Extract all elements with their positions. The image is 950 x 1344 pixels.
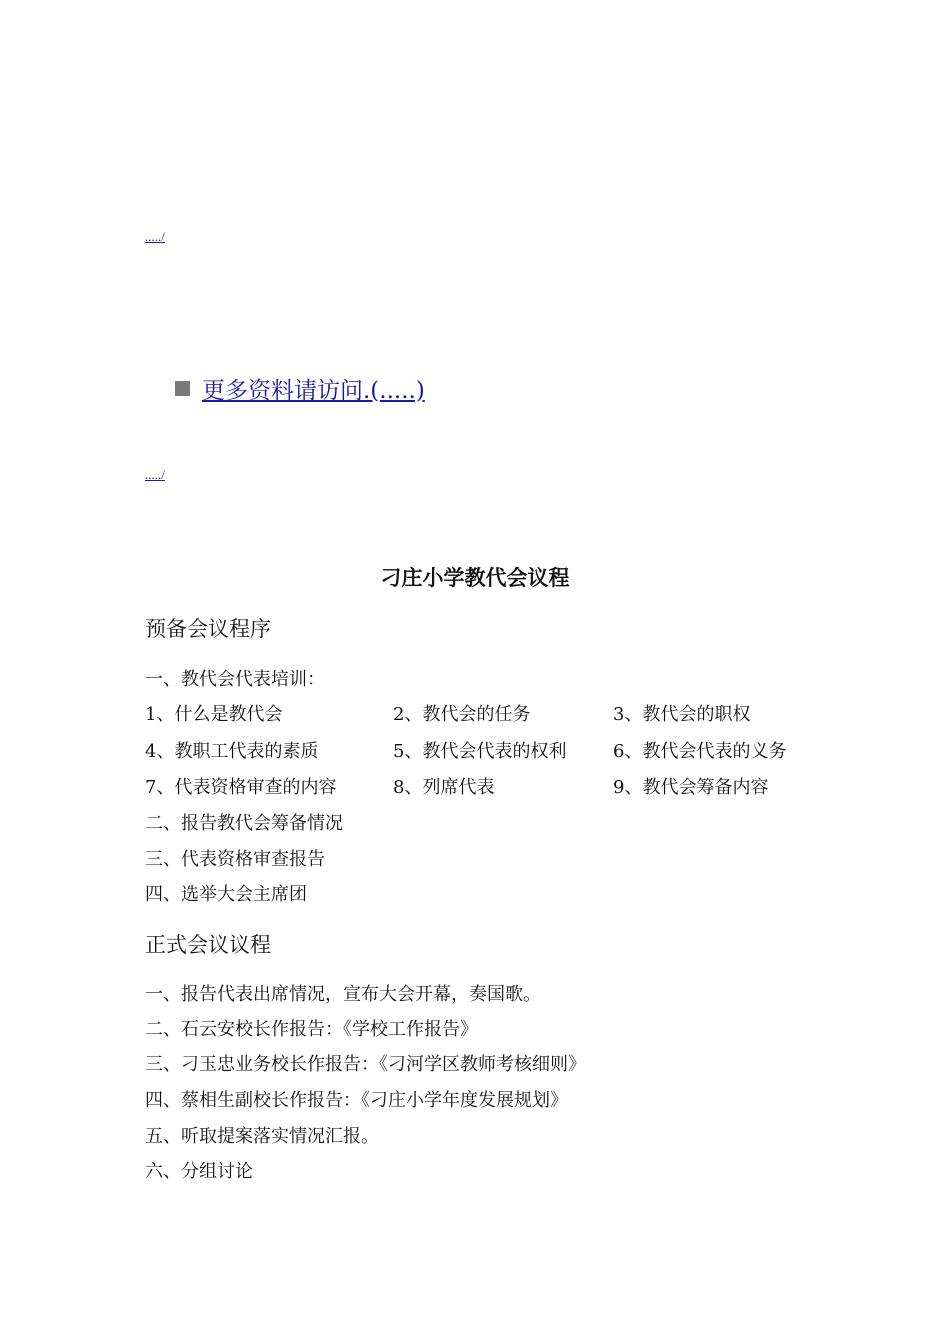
prep-item-election: 四、选举大会主席团 <box>145 884 307 905</box>
training-topic: 4、教职工代表的素质 <box>145 741 319 762</box>
formal-item: 一、报告代表出席情况，宣布大会开幕，奏国歌。 <box>145 984 541 1005</box>
training-topic: 7、代表资格审查的内容 <box>145 777 337 798</box>
square-bullet-icon <box>175 381 190 396</box>
prep-heading: 预备会议程序 <box>145 617 271 641</box>
small-link-top-dots[interactable]: ..... <box>145 229 162 244</box>
formal-item: 二、石云安校长作报告：《学校工作报告》 <box>145 1019 478 1040</box>
small-link-bottom[interactable] <box>145 467 165 483</box>
training-topic: 3、教代会的职权 <box>613 704 751 725</box>
small-link-top-slash[interactable]: / <box>161 229 165 244</box>
training-topic: 6、教代会代表的义务 <box>613 741 787 762</box>
small-link-top[interactable] <box>145 229 165 245</box>
resource-link-row <box>175 372 425 404</box>
formal-item: 四、蔡相生副校长作报告：《刁庄小学年度发展规划》 <box>145 1090 568 1111</box>
formal-item: 五、听取提案落实情况汇报。 <box>145 1126 379 1147</box>
training-topic: 9、教代会筹备内容 <box>613 777 769 798</box>
training-topic: 1、什么是教代会 <box>145 704 283 725</box>
more-resources-link[interactable]: 更多资料请访问.(.....) <box>202 377 425 404</box>
formal-item: 六、分组讨论 <box>145 1161 253 1182</box>
training-topic: 8、列席代表 <box>393 777 495 798</box>
prep-item-qualification: 三、代表资格审查报告 <box>145 849 325 870</box>
prep-item-report: 二、报告教代会筹备情况 <box>145 813 343 834</box>
formal-item: 三、刁玉忠业务校长作报告：《刁河学区教师考核细则》 <box>145 1054 586 1075</box>
training-topic: 5、教代会代表的权利 <box>393 741 567 762</box>
small-link-bottom-slash[interactable]: / <box>161 467 165 482</box>
prep-item-training: 一、教代会代表培训： <box>145 669 325 690</box>
document-title: 刁庄小学教代会议程 <box>380 565 570 590</box>
small-link-bottom-dots[interactable]: ..... <box>145 467 162 482</box>
training-topic: 2、教代会的任务 <box>393 704 531 725</box>
formal-heading: 正式会议议程 <box>145 933 271 957</box>
